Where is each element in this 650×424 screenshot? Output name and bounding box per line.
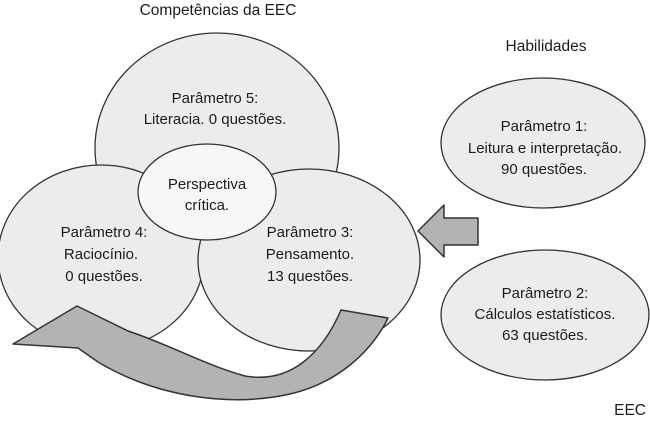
footer-eec-label: EEC xyxy=(614,402,646,419)
label-parametro2-line3: 63 questões. xyxy=(502,327,588,344)
label-parametro4-line3: 0 questões. xyxy=(65,268,143,285)
label-perspectiva-line2: crítica. xyxy=(184,197,230,214)
label-parametro2-line2: Cálculos estatísticos. xyxy=(474,306,616,323)
title-habilidades: Habilidades xyxy=(505,38,587,55)
label-perspectiva-line1: Perspectiva xyxy=(167,176,247,193)
label-parametro3-line2: Pensamento. xyxy=(265,246,355,263)
left-block-arrow-icon xyxy=(418,205,478,257)
label-parametro3-line1: Parâmetro 3: xyxy=(266,224,354,241)
label-parametro3-line3: 13 questões. xyxy=(267,268,353,285)
label-parametro1-line1: Parâmetro 1: xyxy=(500,118,588,135)
label-parametro1-line2: Leitura e interpretação. xyxy=(467,140,623,157)
label-parametro2-line1: Parâmetro 2: xyxy=(501,285,589,302)
label-parametro1-line3: 90 questões. xyxy=(501,161,587,178)
title-competencias: Competências da EEC xyxy=(139,2,297,19)
label-parametro5-line2: Literacia. 0 questões. xyxy=(143,111,287,128)
label-parametro4-line1: Parâmetro 4: xyxy=(60,224,148,241)
label-parametro4-line2: Raciocínio. xyxy=(63,246,139,263)
label-parametro5-line1: Parâmetro 5: xyxy=(171,90,259,107)
